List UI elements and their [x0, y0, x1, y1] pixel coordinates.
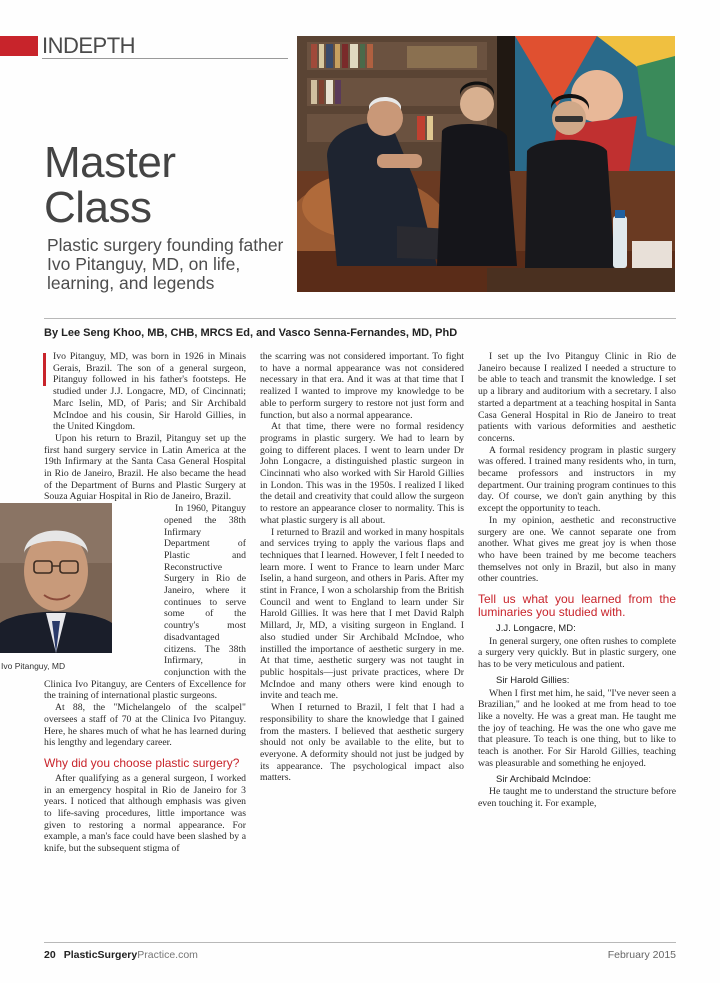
portrait-photo	[0, 503, 112, 653]
headline-line-1: Master	[44, 138, 176, 187]
paragraph: In general surgery, one often rushes to complete a surgery very quickly. But in plastic surgery, one has to be very meticulous and patient.	[478, 635, 676, 671]
paragraph: In 1960, Pitanguy opened the 38th Infirmary Department of Plastic and Reconstructive Surgery in Rio de Janeiro, where it continues to serve some of the country's most disadvantaged citizens. The 38th Infirmary, in conjunction with the Clinica Ivo Pitanguy, are Centers of Excellence for the training of international plastic surgeons.	[44, 503, 246, 702]
interview-name: J.J. Longacre, MD:	[496, 623, 576, 635]
paragraph: He taught me to understand the structure before even touching it. For example,	[478, 786, 676, 809]
portrait-block	[0, 503, 156, 675]
paragraph: At 88, the "Michelangelo of the scalpel" oversees a staff of 70 at the Clinica Ivo Pitanguy. Here, he shares much of what he has learned during his lengthy and legendary career.	[44, 702, 246, 749]
section-accent-bar	[0, 36, 38, 56]
headline	[44, 140, 175, 230]
section-rule	[42, 58, 288, 59]
paragraph: At that time, there were no formal residency programs in plastic surgery. We had to learn by going to different places. I went to learn under Dr John Longacre, a distinguished plastic surgeon in Cincinnati who also worked with Sir Harold Gillies in London. This was in the 1950s. I realized I liked the detail and creativity that could allow the surgeon to restore an appearance closer to normality. This is what plastic surgery is all about.	[260, 421, 464, 526]
interview-name: Sir Archibald McIndoe:	[496, 773, 592, 785]
paragraph: After qualifying as a general surgeon, I worked in an emergency hospital in Rio de Janeiro for 3 years. I noticed that although emphasis was given to life-saving procedures, little importance was given to restoring a normal appearance. For example, a man's face could have been slashed by a knife, but the subsequent stigma of	[44, 772, 246, 855]
portrait-caption: Ivo Pitanguy, MD	[1, 661, 66, 672]
deck: Plastic surgery founding father Ivo Pitanguy, MD, on life, learning, and legends	[47, 235, 284, 293]
opening-paragraph-wrap	[44, 351, 246, 433]
publication-domain: Practice.com	[137, 949, 198, 961]
column-3	[478, 351, 676, 810]
issue-date: February 2015	[607, 949, 676, 961]
subhead: Tell us what you learned from the luminaries you studied with.	[478, 592, 676, 620]
byline: By Lee Seng Khoo, MB, CHB, MRCS Ed, and Vasco Senna-Fernandes, MD, PhD	[44, 327, 458, 339]
paragraph: In my opinion, aesthetic and reconstructive surgery are one. We cannot separate one from another. What gives me great joy is when those who have been trained by me become teachers themselves not only in Brazil, but also in many other countries.	[478, 514, 676, 585]
hero-photo	[297, 36, 675, 292]
headline-line-2: Class	[44, 183, 152, 232]
interview-name: Sir Harold Gillies:	[496, 674, 570, 686]
footer-rule	[44, 942, 676, 943]
page-number: 20	[44, 949, 56, 961]
column-2	[260, 351, 464, 784]
column-1	[1, 351, 246, 855]
byline-rule	[44, 318, 676, 319]
paragraph: Ivo Pitanguy, MD, was born in 1926 in Minais Gerais, Brazil. The son of a general surgeon, Pitanguy followed in his father's footsteps. He studied under J.J. Longacre, MD, of Cincinnati; Marc Iselin, MD, of Paris; and Sir Archibald McIndoe and his cousin, Sir Harold Gillies, in the United Kingdom.	[53, 351, 246, 433]
publication-brand: PlasticSurgery	[63, 949, 138, 961]
paragraph: I returned to Brazil and worked in many hospitals and services trying to apply the various flaps and techniques that I learned. However, I felt I needed to learn more. I went to France to learn under Marc Iselin, a hand surgeon, and others in Paris. After my stint in France, I won a scholarship from the British Council and went to England to learn under Sir Harold Gillies. It was here that I met David Ralph Millard, Jr, MD, a visiting surgeon in England. I also studied under Sir Archibald McIndoe, who instilled the importance of aesthetic surgery in me. At that time, aesthetic surgery was not taught in public hospitals—just private practices, where Dr McIndoe and many others were kind enough to invite and teach me.	[260, 526, 464, 702]
paragraph: When I first met him, he said, "I've never seen a Brazilian," and he looked at me from head to toe like a novelty. He was a great man. He taught me the joy of teaching. He was the one who gave me that pleasure. To teach is one thing, but to like to teach is another. For Sir Harold Gillies, teaching was pleasurable and something he enjoyed.	[478, 687, 676, 769]
paragraph: When I returned to Brazil, I felt that I had a responsibility to share the knowledge that I gained from the masters. I believed that aesthetic surgery should not only be available to the elite, but to everyone. A deformity should not just be judged by its appearance. The psychological impact also matters.	[260, 702, 464, 784]
dropcap-accent-bar	[43, 353, 46, 386]
subhead: Why did you choose plastic surgery?	[44, 755, 240, 770]
paragraph: I set up the Ivo Pitanguy Clinic in Rio de Janeiro because I realized I needed a structure to be able to teach and transmit the knowledge. I set up a library and auditorium with a secretary. I also started a department at a teaching hospital in Santa Casa General Hospital in Rio de Janeiro to treat patients with various deformities and aesthetic concerns.	[478, 351, 676, 444]
folio	[44, 949, 198, 961]
paragraph: Upon his return to Brazil, Pitanguy set up the first hand surgery service in Latin America at the 19th Infirmary at the Santa Casa General Hospital in Rio de Janeiro, Brazil. He also became the head of the Department of Burns and Plastic Surgery at Souza Aguiar Hospital in Rio de Janeiro, Brazil.	[44, 432, 246, 503]
section-tag: INDEPTH	[42, 33, 136, 58]
paragraph: the scarring was not considered important. To fight to have a normal appearance was not considered necessary in that era. And it was at that time that I realized I wanted to improve my knowledge to be able to perform surgery to restore not just form and function, but also a normal appearance.	[260, 351, 464, 421]
paragraph: A formal residency program in plastic surgery was offered. I trained many residents who, in turn, became professors and instructors in my department. Our training program continues to this day. Of course, we don't gain anything by this except the opportunity to teach.	[478, 444, 676, 515]
